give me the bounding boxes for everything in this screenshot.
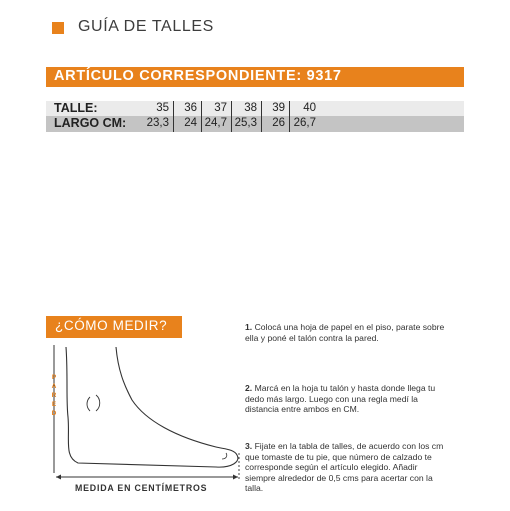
step-3-number: 3. [245,441,253,451]
largo-cell: 23,3 [146,116,174,132]
largo-cell: 26,7 [293,117,316,129]
talle-label: TALLE: [54,101,98,115]
largo-cell: 26 [262,116,290,132]
talle-cell: 38 [232,101,262,116]
largo-cell: 24,7 [202,116,232,132]
largo-cell: 25,3 [232,116,262,132]
step-1-text: Colocá una hoja de papel en el piso, parate sobre ella y poné el talón contra la pared. [245,322,445,343]
step-3-text: Fijate en la tabla de talles, de acuerdo con los cm que tomaste de tu pie, que número de calzado te corresponde según el artículo elegido. Añadir siempre alrededor de 0,5 cms para acertar con la talla. [245,441,444,494]
ankle-mark [96,395,100,411]
measure-label: MEDIDA EN CENTÍMETROS [75,483,208,493]
wall-letter: A [51,383,57,390]
step-2-text: Marcá en la hoja tu talón y hasta donde llega tu dedo más largo. Luego con una regla medí la distancia entre ambos en CM. [245,383,436,415]
ankle-mark [87,397,90,411]
step-1 [245,322,445,343]
wall-label [49,373,59,418]
step-2 [245,383,445,415]
largo-cell: 24 [174,116,202,132]
wall-letter: R [51,392,57,399]
wall-letter: D [51,410,57,417]
talle-cell: 39 [262,101,290,116]
toe-mark [222,453,227,459]
size-table [46,101,464,132]
guide-title: GUÍA DE TALLES [78,18,214,35]
arrow-left-icon [56,475,61,480]
step-3 [245,441,445,494]
step-1-number: 1. [245,322,253,332]
wall-letter: E [51,401,57,408]
foot-outline [66,347,238,467]
talle-cell: 36 [174,101,202,116]
foot-diagram [46,345,246,495]
wall-letter: P [51,374,57,381]
talle-cell: 40 [303,102,316,114]
how-title: ¿CÓMO MEDIR? [55,318,168,333]
talle-cell: 37 [202,101,232,116]
talle-row [46,101,464,116]
talle-cell: 35 [146,101,174,116]
step-2-number: 2. [245,383,253,393]
largo-row [46,116,464,132]
largo-label: LARGO CM: [54,116,127,130]
guide-square-icon [52,22,64,34]
article-label: ARTÍCULO CORRESPONDIENTE: 9317 [54,68,342,84]
arrow-right-icon [233,475,238,480]
